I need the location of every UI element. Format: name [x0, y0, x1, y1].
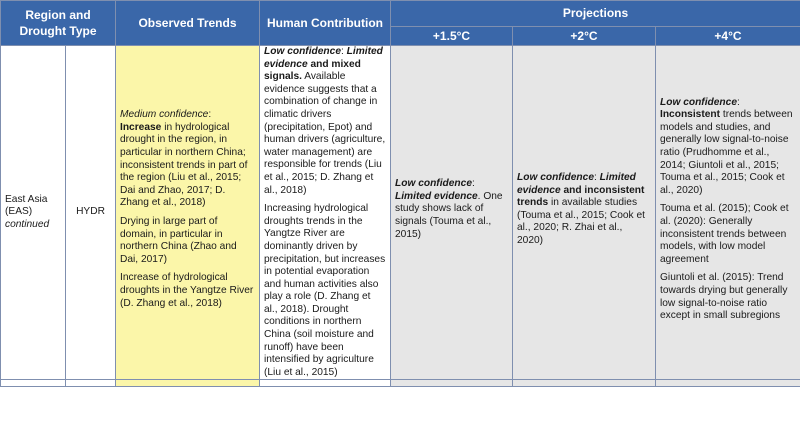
p15-evidence: Limited evidence [395, 190, 478, 202]
p2-colon: : [593, 171, 597, 183]
table-row-next [1, 380, 800, 387]
human-colon: : [340, 46, 344, 57]
p2-paragraph [517, 172, 651, 248]
observed-text-1: in hydrological drought in the region, in particular in northern China; inconsistent trends in part of the region (Liu et al., 2015; Dai and Zhao, 2017; D. Zhang et al., 2018) [120, 121, 248, 209]
p4-confidence: Low confidence [660, 96, 737, 108]
p15-paragraph [395, 178, 508, 241]
observed-key-finding: Increase [120, 121, 162, 133]
human-paragraph-2: Increasing hydrological droughts trends in the Yangtze River are dominantly driven by precipitation, but increases in potential evaporation and human activities also play a role (D. Zhang et al., 2018). Drought conditions in northern China (soil moisture and runoff) have been intensified by agriculture (Liu et al., 2015) [264, 203, 386, 378]
p15-text: . One study shows lack of signals (Touma et al., 2015) [395, 190, 503, 240]
p4-text-1: trends between models and studies, and generally low signal-to-noise ratio (Prudhomme et al., 2014; Giuntoli et al., 2015; Touma et al., 2015; Cook et al., 2020) [660, 109, 793, 196]
human-and: and [310, 58, 329, 70]
observed-trends-cell [116, 46, 260, 380]
p4-inconsistent: Inconsistent [660, 109, 721, 121]
region-continued: continued [5, 219, 50, 231]
next-type-cell [66, 380, 116, 387]
header-observed-trends: Observed Trends [116, 1, 260, 46]
p15-confidence: Low confidence [395, 178, 472, 190]
p2-text: in available studies (Touma et al., 2015; Cook et al., 2020; R. Zhai et al., 2020) [517, 197, 645, 246]
observed-paragraph-3: Increase of hydrological droughts in the Yangtze River (D. Zhang et al., 2018) [120, 272, 254, 309]
projection-2c-cell [513, 46, 656, 380]
human-text-1: Available evidence suggests that a combination of change in climatic drivers (precipitation, Epot) and human drivers (agriculture, water management) are responsible for trends (Liu et al., 2015; D. Zhang et al., 2018) [264, 71, 386, 196]
observed-colon: : [208, 109, 212, 121]
human-evidence: Limited evidence [264, 46, 383, 70]
next-region-cell [1, 380, 66, 387]
next-p2-cell [513, 380, 656, 387]
next-p15-cell [391, 380, 513, 387]
next-human-cell [260, 380, 391, 387]
observed-paragraph-1 [120, 109, 255, 210]
human-paragraph-1 [264, 46, 386, 197]
region-cell [1, 46, 66, 380]
table-row [1, 46, 800, 380]
projection-1-5c-cell [391, 46, 513, 380]
p4-colon: : [736, 96, 740, 108]
p2-evidence: Limited evidence [517, 171, 636, 196]
p2-inconsistent: inconsistent trends [517, 184, 645, 209]
header-human-contribution: Human Contribution [260, 1, 391, 46]
next-p4-cell [656, 380, 800, 387]
p2-and: and [563, 184, 582, 196]
drought-type-cell: HYDR [66, 46, 116, 380]
region-name: East Asia [5, 193, 48, 205]
observed-paragraph-2: Drying in large part of domain, in particular in northern China (Zhao and Dai, 2017) [120, 216, 237, 265]
p4-paragraph-3: Giuntoli et al. (2015): Trend towards drying but generally low signal-to-noise ratio except in small subregions [660, 272, 788, 322]
header-projection-1-5c: +1.5°C [391, 26, 513, 45]
observed-confidence: Medium confidence [120, 109, 209, 121]
p15-colon: : [471, 178, 475, 190]
header-projection-2c: +2°C [513, 26, 656, 45]
p4-paragraph-1 [660, 97, 796, 198]
human-contribution-cell [260, 46, 391, 380]
header-projection-4c: +4°C [656, 26, 800, 45]
human-confidence: Low confidence [264, 46, 341, 57]
p2-confidence: Low confidence [517, 171, 594, 183]
next-observed-cell [116, 380, 260, 387]
region-code: (EAS) [5, 206, 33, 218]
header-region-drought-type: Region and Drought Type [1, 1, 116, 46]
projection-4c-cell [656, 46, 800, 380]
human-mixed-signals: mixed signals. [264, 58, 361, 83]
p4-paragraph-2: Touma et al. (2015); Cook et al. (2020): Generally inconsistent trends between models, with low model agreement [660, 203, 789, 265]
header-projections: Projections [391, 1, 800, 27]
